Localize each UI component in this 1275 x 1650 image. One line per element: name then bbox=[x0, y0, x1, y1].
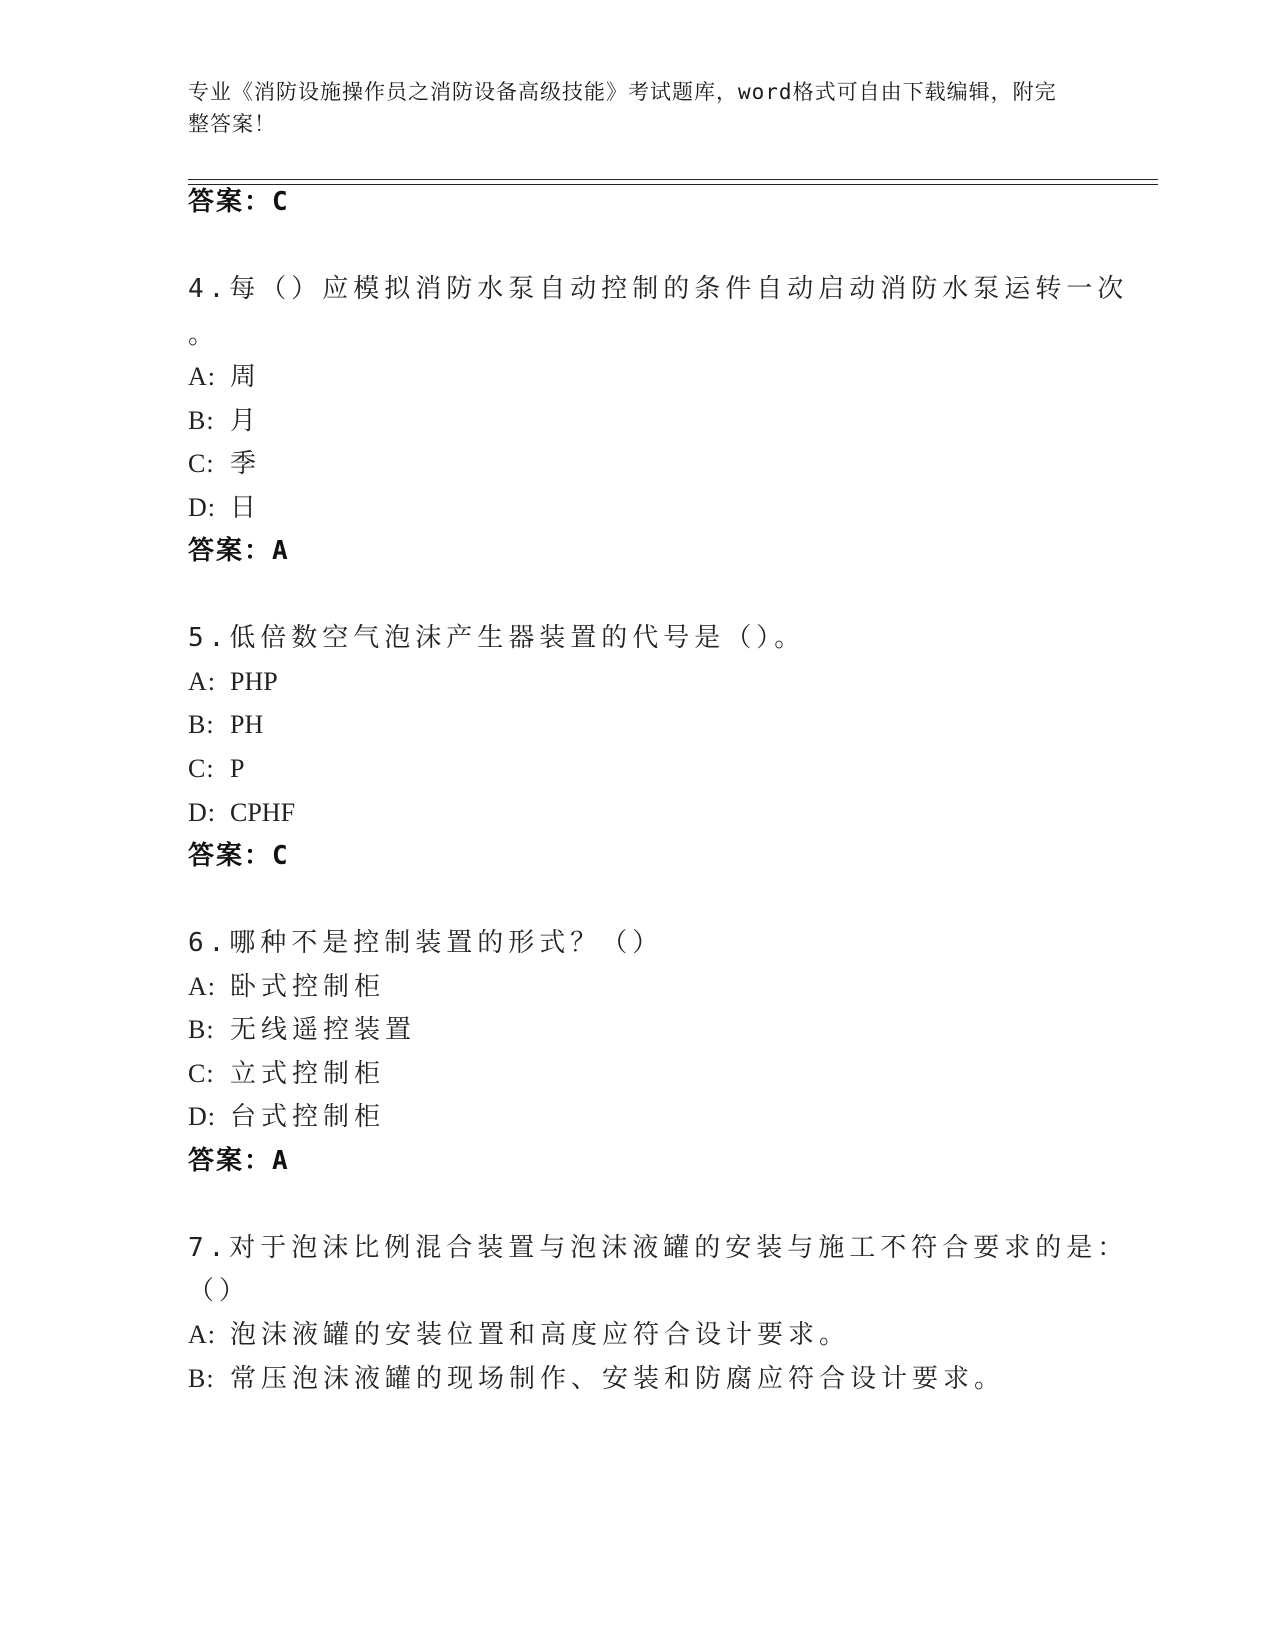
question-7-stem-cont: （） bbox=[188, 1276, 251, 1306]
option-text: 卧式控制柜 bbox=[230, 972, 386, 1002]
option-text: 日 bbox=[230, 493, 262, 523]
option-text: P bbox=[230, 754, 245, 783]
option-key: A: bbox=[188, 1320, 216, 1349]
question-6-option-b bbox=[188, 1013, 416, 1047]
question-6-option-d bbox=[188, 1100, 385, 1134]
option-text: 周 bbox=[230, 362, 262, 392]
option-text: 泡沫液罐的安装位置和高度应符合设计要求。 bbox=[230, 1320, 851, 1350]
option-text: 季 bbox=[230, 449, 262, 479]
option-key: B: bbox=[188, 406, 215, 435]
question-6-stem: 6.哪种不是控制装置的形式？（） bbox=[188, 928, 664, 958]
question-5-option-a bbox=[188, 665, 278, 699]
question-5-stem: 5.低倍数空气泡沫产生器装置的代号是（）。 bbox=[188, 623, 806, 653]
option-key: D: bbox=[188, 798, 216, 827]
question-5-option-c bbox=[188, 752, 244, 786]
option-text: 常压泡沫液罐的现场制作、安装和防腐应符合设计要求。 bbox=[230, 1364, 1006, 1394]
option-key: B: bbox=[188, 1364, 215, 1393]
question-7-option-a bbox=[188, 1318, 850, 1352]
option-key: B: bbox=[188, 1015, 215, 1044]
header-divider-top bbox=[188, 179, 1158, 180]
question-4-option-d bbox=[188, 491, 261, 525]
header-divider-bottom bbox=[188, 184, 1158, 185]
option-key: B: bbox=[188, 710, 215, 739]
option-text: 月 bbox=[230, 406, 262, 436]
option-key: D: bbox=[188, 1102, 216, 1131]
option-text: PHP bbox=[230, 667, 278, 696]
option-key: C: bbox=[188, 1059, 215, 1088]
question-4-stem: 4.每（）应模拟消防水泵自动控制的条件自动启动消防水泵运转一次 bbox=[188, 274, 1129, 304]
question-7-stem: 7.对于泡沫比例混合装置与泡沫液罐的安装与施工不符合要求的是： bbox=[188, 1233, 1129, 1263]
option-key: C: bbox=[188, 449, 215, 478]
question-4-stem-cont: 。 bbox=[188, 320, 220, 350]
question-4-answer: 答案：A bbox=[188, 536, 290, 566]
option-text: 台式控制柜 bbox=[230, 1102, 386, 1132]
previous-answer: 答案：C bbox=[188, 187, 290, 217]
option-key: A: bbox=[188, 972, 216, 1001]
option-key: C: bbox=[188, 754, 215, 783]
question-7-option-b bbox=[188, 1362, 1005, 1396]
question-6-answer: 答案：A bbox=[188, 1146, 290, 1176]
question-4-option-b bbox=[188, 404, 261, 438]
option-text: CPHF bbox=[230, 798, 296, 827]
document-header: 专业《消防设施操作员之消防设备高级技能》考试题库，word格式可自由下载编辑，附完整答案！ bbox=[188, 80, 1057, 136]
option-key: D: bbox=[188, 493, 216, 522]
question-6-option-c bbox=[188, 1057, 385, 1091]
option-text: PH bbox=[230, 710, 264, 739]
question-4-option-a bbox=[188, 360, 261, 394]
question-6-option-a bbox=[188, 970, 385, 1004]
question-5-option-b bbox=[188, 708, 263, 742]
question-4-option-c bbox=[188, 447, 261, 481]
question-5-answer: 答案：C bbox=[188, 841, 290, 871]
question-5-option-d bbox=[188, 796, 295, 830]
option-key: A: bbox=[188, 362, 216, 391]
option-text: 立式控制柜 bbox=[230, 1059, 386, 1089]
option-key: A: bbox=[188, 667, 216, 696]
option-text: 无线遥控装置 bbox=[230, 1015, 417, 1045]
